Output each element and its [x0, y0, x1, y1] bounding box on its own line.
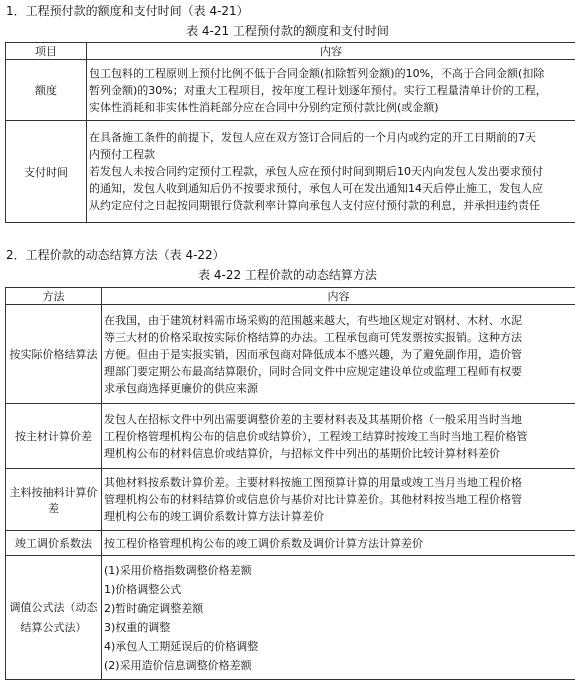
content-line: 管理机构公布的材料结算价或信息价与基价对比计算差价。其他材料按当地工程价格管 [104, 493, 522, 506]
row-method: 按主材计算价差 [6, 404, 102, 469]
row-content [87, 60, 575, 121]
table-row [6, 121, 575, 223]
table-row [6, 469, 575, 531]
row-content [102, 469, 575, 531]
table-4-22-caption: 表 4-22 工程价款的动态结算方法 [198, 268, 377, 282]
row-item: 支付时间 [6, 121, 87, 223]
content-line: (2)采用造价信息调整价格差额 [104, 658, 252, 672]
content-line: 包工包料的工程原则上预付比例不低于合同金额(扣除暂列金额)的10%，不高于合同金额(扣除 [89, 66, 545, 80]
content-line: 内预付工程款 [89, 148, 155, 161]
table-row [6, 60, 575, 121]
content-line: 工程价格管理机构公布的信息价或结算价），工程竣工结算时按竣工当时当地工程价格管 [104, 429, 528, 443]
content-line: 的通知，发包人收到通知后仍不按要求预付，承包人可在发出通知14天后停止施工，发包人应 [89, 182, 543, 195]
content-line: 从约定应付之日起按同期银行贷款利率计算向承包人支付应付预付款的利息，并承担违约责任 [89, 199, 540, 212]
content-line: 等三大材的价格采取按实际价格结算的办法。工程承包商可凭发票按实报销。这种方法 [104, 330, 522, 344]
row-method: 主料按抽料计算价差 [6, 469, 102, 531]
content-line: 其他材料按系数计算价差。主要材料按施工图预算计算的用量或竣工当月当地工程价格 [104, 476, 522, 489]
header-content: 内容 [102, 288, 575, 305]
table-4-21 [5, 42, 575, 223]
row-method: 按实际价格结算法 [6, 305, 102, 404]
content-line: 若发包人未按合同约定预付工程款，承包人应在预付时间到期后10天内向发包人发出要求预付 [89, 165, 543, 178]
content-line: 2)暂时确定调整差额 [104, 601, 204, 615]
table-header-row [6, 43, 575, 60]
content-line: 暂列金额)的30%；对重大工程项目，按年度工程计划逐年预付。实行工程量清单计价的工程， [89, 83, 547, 97]
content-line: 4)承包人工期延误后的价格调整 [104, 639, 259, 653]
section2-heading: 2．工程价款的动态结算方法（表 4-22） [6, 248, 225, 262]
content-line: 实体性消耗和非实体性消耗部分应在合同中分别约定预付款比例(或金额) [89, 100, 439, 114]
table-row [6, 531, 575, 556]
table-row [6, 404, 575, 469]
row-content [87, 121, 575, 223]
content-line: 1)价格调整公式 [104, 582, 182, 596]
header-item: 项目 [6, 43, 87, 60]
content-line: 在具备施工条件的前提下，发包人应在双方签订合同后的一个月内或约定的开工日期前的7天 [89, 131, 536, 144]
content-line: 3)权重的调整 [104, 620, 171, 634]
content-line: 在我国，由于建筑材料需市场采购的范围越来越大，有些地区规定对钢材、木材、水泥 [104, 313, 522, 327]
header-content: 内容 [87, 43, 575, 60]
table-row [6, 556, 575, 680]
row-method: 调值公式法（动态结算公式法） [6, 556, 102, 680]
row-item: 额度 [6, 60, 87, 121]
content-line: 按工程价格管理机构公布的竣工调价系数及调价计算方法计算差价 [104, 536, 423, 550]
content-line: 理机构公布的竣工调价系数计算方法计算差价 [104, 510, 324, 523]
table-header-row [6, 288, 575, 305]
row-content [102, 556, 575, 680]
content-line: 理部门要定期公布最高结算限价，同时合同文件中应规定建设单位或监理工程师有权要 [104, 364, 522, 378]
content-line: 发包人在招标文件中列出需要调整价差的主要材料表及其基期价格（一般采用当时当地 [104, 412, 522, 426]
table-row [6, 305, 575, 404]
row-content [102, 305, 575, 404]
table-4-21-caption: 表 4-21 工程预付款的额度和支付时间 [186, 24, 389, 38]
row-content [102, 531, 575, 556]
row-method: 竣工调价系数法 [6, 531, 102, 556]
content-line: 求承包商选择更廉价的供应来源 [104, 381, 258, 395]
content-line: (1)采用价格指数调整价格差额 [104, 563, 252, 577]
content-line: 方便。但由于是实报实销，因而承包商对降低成本不感兴趣，为了避免副作用，造价管 [104, 347, 522, 361]
content-line: 理机构公布的材料信息价或结算价，与招标文件中列出的基期价比较计算材料差价 [104, 446, 500, 460]
header-method: 方法 [6, 288, 102, 305]
table-4-22 [5, 287, 575, 680]
section1-heading: 1．工程预付款的额度和支付时间（表 4-21） [6, 4, 249, 18]
row-content [102, 404, 575, 469]
